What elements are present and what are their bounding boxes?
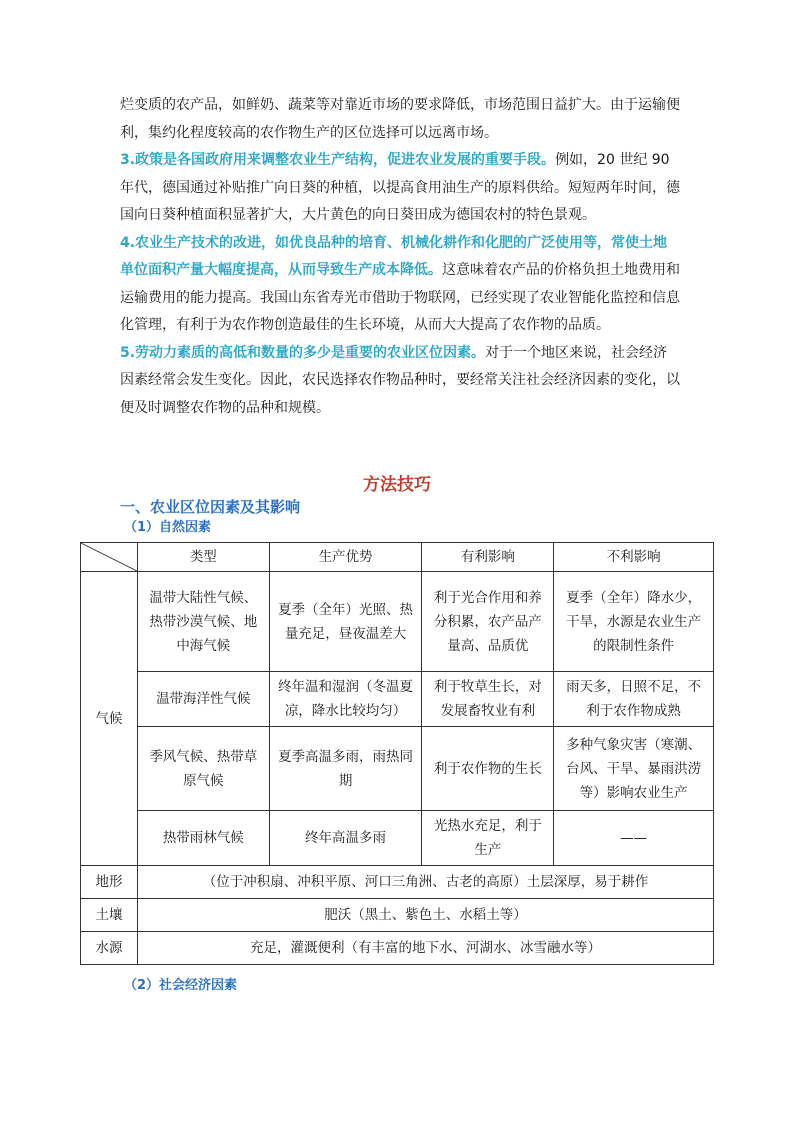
paragraph-text: 这意味着农产品的价格负担土地费用和运输费用的能力提高。我国山东省寿光市借助于物联网，已经实现了农业智能化监控和信息化管理，有利于为农作物创造最佳的生长环境，从而大大提高了农作物的品质。 <box>120 262 680 333</box>
table-cell: 光热水充足，利于生产 <box>422 811 554 866</box>
heading-natural-factors: （1）自然因素 <box>124 520 212 535</box>
table-cell: 终年温和湿润（冬温夏凉，降水比较均匀） <box>269 672 422 727</box>
table-cell: 夏季高温多雨，雨热同期 <box>269 727 422 811</box>
table-cell: 多种气象灾害（寒潮、台风、干旱、暴雨洪涝等）影响农业生产 <box>554 727 714 811</box>
table-row <box>81 727 714 811</box>
table-cell: 夏季（全年）降水少，干旱，水源是农业生产的限制性条件 <box>554 572 714 672</box>
table-cell: 温带大陆性气候、热带沙漠气候、地中海气候 <box>137 572 269 672</box>
row-label-soil: 土壤 <box>81 899 138 932</box>
table-row <box>81 932 714 965</box>
row-label-terrain: 地形 <box>81 866 138 899</box>
table-row <box>81 811 714 866</box>
table-cell: —— <box>554 811 714 866</box>
table-row <box>81 866 714 899</box>
row-label-water: 水源 <box>81 932 138 965</box>
natural-factors-table <box>80 542 714 965</box>
climate-label: 气候 <box>81 572 138 866</box>
header-unfavorable: 不利影响 <box>554 543 714 572</box>
body-text <box>120 92 680 422</box>
table-cell: 充足，灌溉便利（有丰富的地下水、河湖水、冰雪融水等） <box>137 932 713 965</box>
header-advantage: 生产优势 <box>269 543 422 572</box>
heading-socioeconomic-factors: （2）社会经济因素 <box>124 978 238 993</box>
table-row <box>81 672 714 727</box>
paragraph-text: 烂变质的农产品，如鲜奶、蔬菜等对靠近市场的要求降低，市场范围日益扩大。由于运输便利，集约化程度较高的农作物生产的区位选择可以远离市场。 <box>120 97 680 141</box>
paragraph-1 <box>120 92 680 147</box>
diagonal-line <box>81 543 137 571</box>
diagonal-header-cell <box>81 543 138 572</box>
paragraph-text: 对于一个地区来说，社会经济因素经常会发生变化。因此，农民选择农作物品种时，要经常关注社会经济因素的变化，以便及时调整农作物的品种和规模。 <box>120 344 680 416</box>
table-cell: 利于牧草生长，对发展畜牧业有利 <box>422 672 554 727</box>
paragraph-2 <box>120 147 680 230</box>
table-cell: 终年高温多雨 <box>269 811 422 866</box>
header-favorable: 有利影响 <box>422 543 554 572</box>
table-cell: 温带海洋性气候 <box>137 672 269 727</box>
table-cell: 肥沃（黑土、紫色土、水稻土等） <box>137 899 713 932</box>
table-cell: 雨天多，日照不足，不利于农作物成熟 <box>554 672 714 727</box>
table-cell: 利于农作物的生长 <box>422 727 554 811</box>
table-cell: 利于光合作用和养分积累，农产品产量高、品质优 <box>422 572 554 672</box>
paragraph-text: 例如，20 世纪 90 年代，德国通过补贴推广向日葵的种植，以提高食用油生产的原料供给。短短两年时间，德国向日葵种植面积显著扩大，大片黄色的向日葵田成为德国农村的特色景观。 <box>120 152 680 223</box>
paragraph-highlight: 3.政策是各国政府用来调整农业生产结构，促进农业发展的重要手段。 <box>120 152 556 168</box>
header-type: 类型 <box>137 543 269 572</box>
paragraph-highlight: 5.劳动力素质的高低和数量的多少是重要的农业区位因素。 <box>120 344 486 361</box>
section-title: 方法技巧 <box>363 475 431 495</box>
table-row <box>81 572 714 672</box>
table-cell: 夏季（全年）光照、热量充足，昼夜温差大 <box>269 572 422 672</box>
heading-agri-factors: 一、农业区位因素及其影响 <box>120 498 301 516</box>
paragraph-3 <box>120 230 680 340</box>
table-row <box>81 899 714 932</box>
table-cell: （位于冲积扇、冲积平原、河口三角洲、古老的高原）土层深厚，易于耕作 <box>137 866 713 899</box>
paragraph-highlight: 4.农业生产技术的改进，如优良品种的培育、机械化耕作和化肥的广泛使用等，常使土地单位面积产量大幅度提高，从而导致生产成本降低。 <box>120 234 668 278</box>
table-cell: 季风气候、热带草原气候 <box>137 727 269 811</box>
table-header-row <box>81 543 714 572</box>
paragraph-4 <box>120 340 680 423</box>
table-cell: 热带雨林气候 <box>137 811 269 866</box>
